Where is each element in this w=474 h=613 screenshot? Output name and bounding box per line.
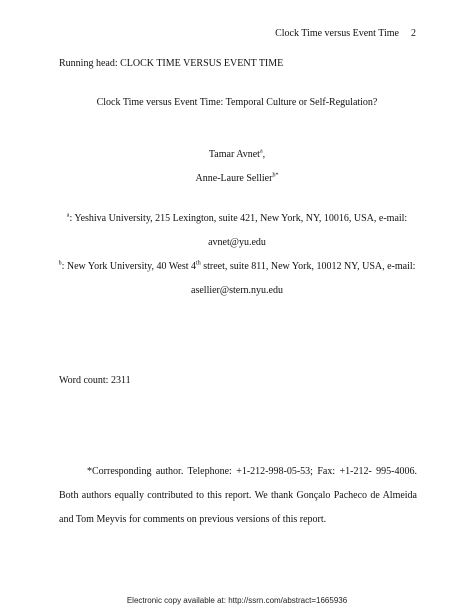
author-1-suffix: , xyxy=(262,149,266,160)
page-number: 2 xyxy=(411,28,416,39)
corresponding-author-note: *Corresponding author. Telephone: +1-212-998-05-53; Fax: +1-212- 995-4006. Both authors equally contributed to this report. We thank Gonçalo Pacheco de Almeida and Tom Meyvis for comments on previous versions of this report. xyxy=(59,466,417,525)
affiliation-a-text: : Yeshiva University, 215 Lexington, suite 421, New York, NY, 10016, USA, e-mail: xyxy=(69,213,408,224)
affiliation-b-sup: b xyxy=(58,260,62,267)
affiliation-a xyxy=(0,213,474,224)
affiliation-b-text-post: street, suite 811, New York, 10012 NY, USA, e-mail: xyxy=(200,261,416,272)
author-2-name: Anne-Laure Sellier xyxy=(195,173,273,184)
author-1-sup: a xyxy=(259,148,263,155)
author-1 xyxy=(0,149,474,160)
header-short-title: Clock Time versus Event Time xyxy=(275,28,399,39)
affiliation-b-ordinal: th xyxy=(196,260,201,267)
paper-title: Clock Time versus Event Time: Temporal Culture or Self-Regulation? xyxy=(96,97,378,108)
footer-ssrn-link[interactable]: Electronic copy available at: http://ssrn.com/abstract=1665936 xyxy=(126,596,348,605)
page-header xyxy=(275,28,416,39)
author-2 xyxy=(0,173,474,184)
author-2-sup: b* xyxy=(272,172,279,179)
email-b: asellier@stern.nyu.edu xyxy=(191,285,283,296)
affiliation-b-text-pre: : New York University, 40 West 4 xyxy=(61,261,197,272)
affiliation-a-sup: a xyxy=(66,212,70,219)
affiliation-b xyxy=(0,261,474,272)
word-count: Word count: 2311 xyxy=(59,375,131,386)
author-1-name: Tamar Avnet xyxy=(208,149,260,160)
email-a: avnet@yu.edu xyxy=(208,237,266,248)
running-head: Running head: CLOCK TIME VERSUS EVENT TIME xyxy=(59,58,284,69)
